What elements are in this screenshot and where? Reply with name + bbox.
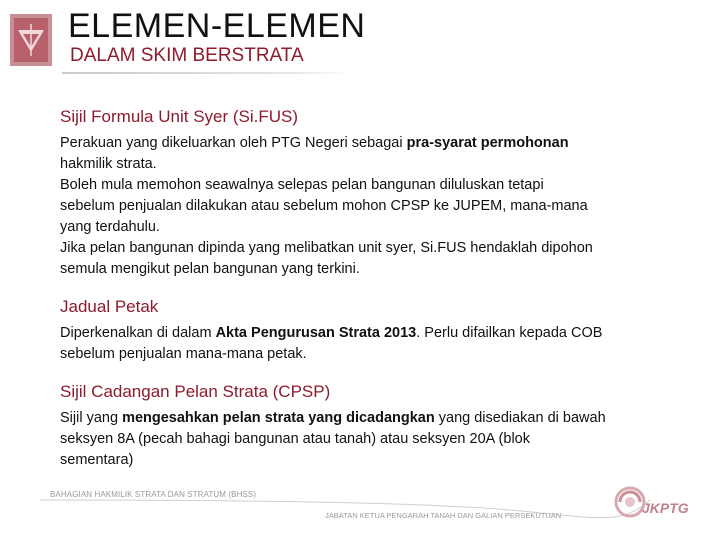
text-line: Diperkenalkan di dalam Akta Pengurusan Strata 2013. Perlu difailkan kepada COB [60,325,603,341]
section-heading: Sijil Cadangan Pelan Strata (CPSP) [60,382,331,401]
text-line: hakmilik strata. [60,156,157,172]
section-heading: Jadual Petak [60,297,159,316]
text-line: sebelum penjualan dilakukan atau sebelum mohon CPSP ke JUPEM, mana-mana [60,198,588,214]
page-title: ELEMEN-ELEMEN [68,7,366,45]
text-line: seksyen 8A (pecah bahagi bangunan atau tanah) atau seksyen 20A (blok [60,431,530,447]
text-line: sebelum penjualan mana-mana petak. [60,346,307,362]
text-line: yang terdahulu. [60,219,160,235]
text-line: semula mengikut pelan bangunan yang terkini. [60,261,360,277]
footer-division-name: BAHAGIAN HAKMILIK STRATA DAN STRATUM (BHSS) [50,490,257,499]
text-line: Perakuan yang dikeluarkan oleh PTG Negeri sebagai pra-syarat permohonan [60,135,569,151]
footer-department-name: JABATAN KETUA PENGARAH TANAH DAN GALIAN PERSEKUTUAN [325,511,562,520]
text-line: Sijil yang mengesahkan pelan strata yang dicadangkan yang disediakan di bawah [60,410,606,426]
jkptg-emblem-icon [8,12,54,68]
section-heading: Sijil Formula Unit Syer (Si.FUS) [60,107,299,126]
section-jadual-petak [60,296,670,365]
section-body [60,323,670,365]
text-line: Jika pelan bangunan dipinda yang melibatkan unit syer, Si.FUS hendaklah dipohon [60,240,593,256]
page-subtitle: DALAM SKIM BERSTRATA [70,45,304,66]
jkptg-logo-text: JKPTG [642,500,689,516]
section-cpsp [60,381,670,471]
content-area [60,106,670,471]
section-sifus [60,106,670,280]
text-line: sementara) [60,452,134,468]
title-divider [62,72,352,74]
text-line: Boleh mula memohon seawalnya selepas pelan bangunan diluluskan tetapi [60,177,544,193]
section-body [60,133,670,280]
section-body [60,408,670,471]
